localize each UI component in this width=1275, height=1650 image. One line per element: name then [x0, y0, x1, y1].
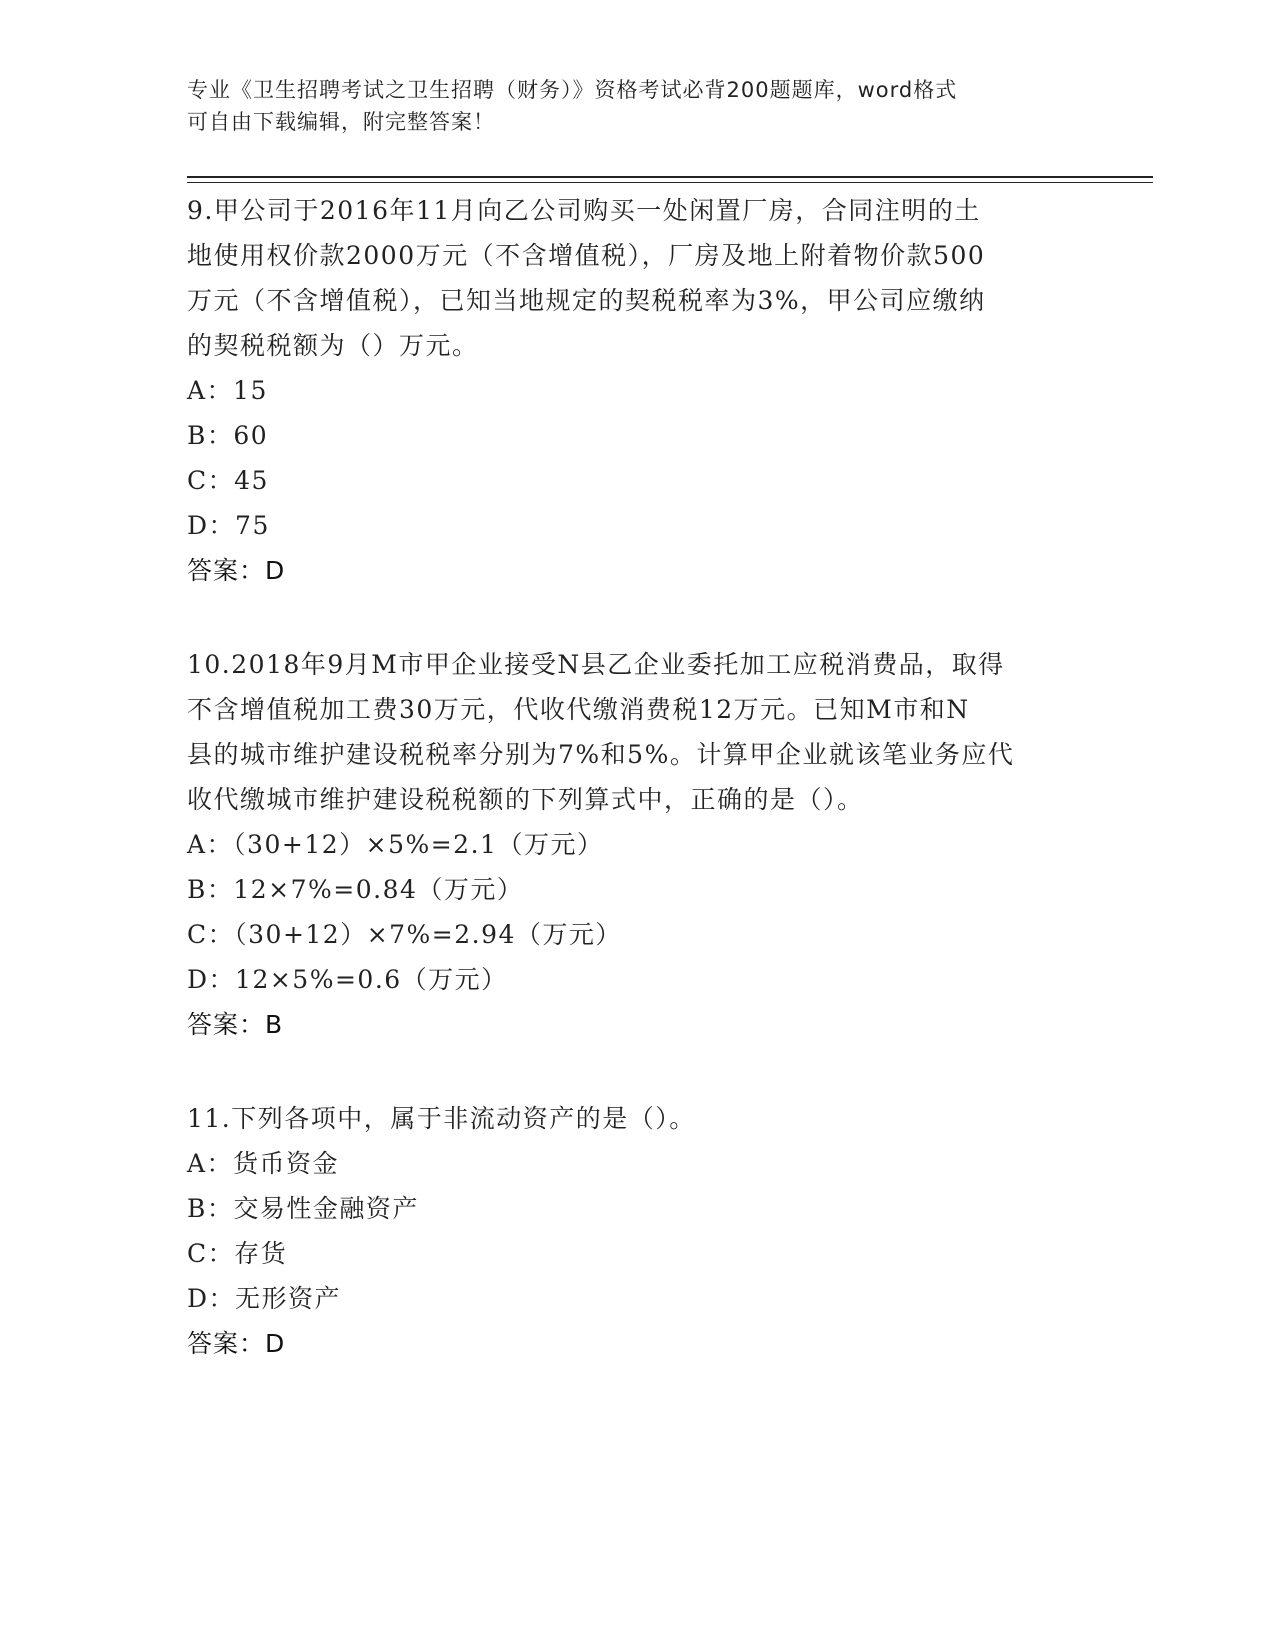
question-10-option-b: B：12×7%=0.84（万元） [187, 875, 524, 904]
question-10-option-d: D：12×5%=0.6（万元） [187, 965, 508, 994]
question-10-text-line-4: 收代缴城市维护建设税税额的下列算式中，正确的是（）。 [187, 785, 864, 814]
question-9-text-line-4: 的契税税额为（）万元。 [187, 331, 479, 360]
question-11-option-c: C：存货 [187, 1239, 288, 1268]
question-11 [187, 1096, 1087, 1366]
question-10-text-line-2: 不含增值税加工费30万元，代收代缴消费税12万元。已知M市和N [187, 695, 970, 724]
question-10-option-c: C：（30+12）×7%=2.94（万元） [187, 920, 622, 949]
question-10-text-line-3: 县的城市维护建设税税率分别为7%和5%。计算甲企业就该笔业务应代 [187, 740, 1015, 769]
question-10-text-line-1: 10.2018年9月M市甲企业接受N县乙企业委托加工应税消费品，取得 [187, 650, 1005, 679]
header-divider-thin [187, 182, 1153, 183]
header-divider-thick [187, 176, 1153, 178]
header-line-2: 可自由下载编辑，附完整答案！ [187, 110, 495, 134]
question-9-option-d: D：75 [187, 511, 270, 540]
question-9-text-line-3: 万元（不含增值税），已知当地规定的契税税率为3%，甲公司应缴纳 [187, 286, 986, 315]
question-11-answer: 答案：D [187, 1329, 286, 1358]
question-9-text-line-1: 9.甲公司于2016年11月向乙公司购买一处闲置厂房，合同注明的土 [187, 196, 981, 225]
question-9-option-c: C：45 [187, 466, 269, 495]
question-10-option-a: A：（30+12）×5%=2.1（万元） [187, 830, 604, 859]
header-line-1: 专业《卫生招聘考试之卫生招聘（财务）》资格考试必背200题题库，word格式 [187, 78, 958, 102]
question-10-answer: 答案：B [187, 1010, 284, 1039]
question-9-option-b: B：60 [187, 421, 269, 450]
question-10 [187, 642, 1087, 1047]
question-9 [187, 188, 1087, 593]
question-9-option-a: A：15 [187, 376, 268, 405]
question-11-option-a: A：货币资金 [187, 1149, 340, 1178]
question-11-option-d: D：无形资产 [187, 1284, 342, 1313]
document-header [187, 74, 1067, 138]
question-9-text-line-2: 地使用权价款2000万元（不含增值税），厂房及地上附着物价款500 [187, 241, 986, 270]
question-9-answer: 答案：D [187, 556, 286, 585]
question-11-option-b: B：交易性金融资产 [187, 1194, 419, 1223]
question-11-text-line-1: 11.下列各项中，属于非流动资产的是（）。 [187, 1104, 696, 1133]
